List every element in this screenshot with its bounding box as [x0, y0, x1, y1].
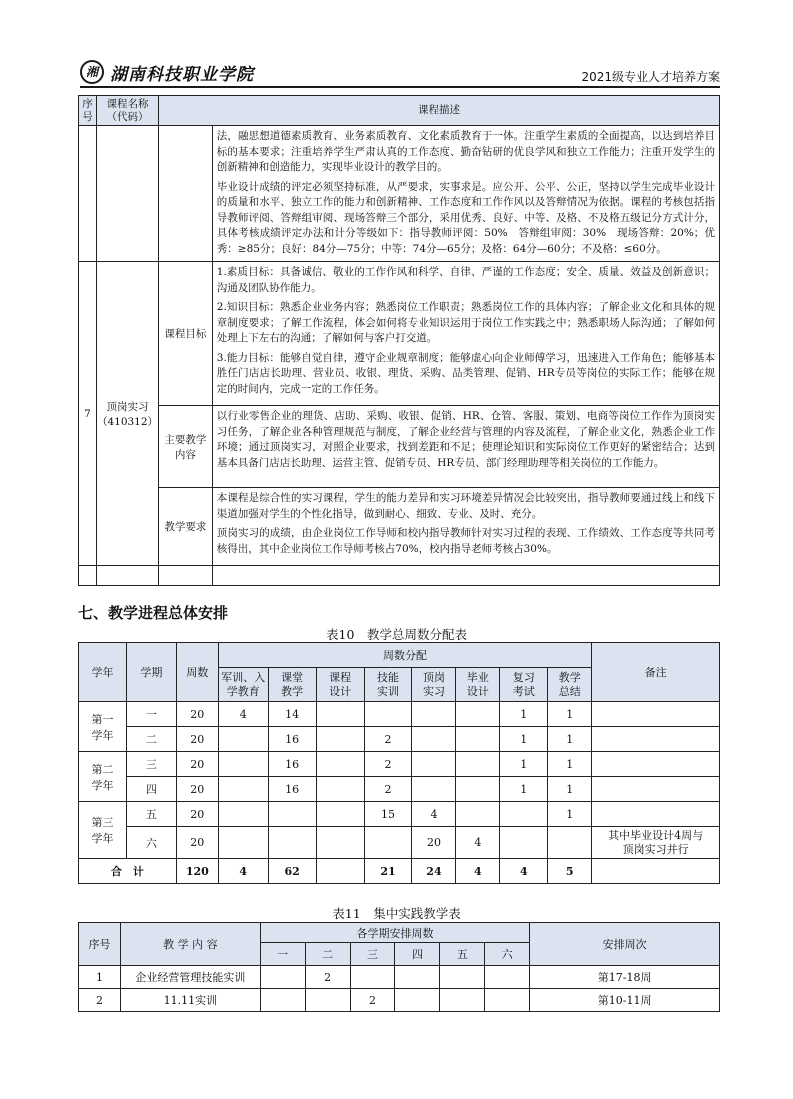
table-row	[79, 752, 720, 777]
year-header: 学年	[79, 643, 127, 702]
distribution-cell	[218, 777, 268, 802]
school-name: 湖南科技职业学院	[110, 65, 254, 85]
content-cell: 企业经营管理技能实训	[120, 966, 260, 989]
distribution-cell	[500, 802, 548, 827]
weeks-cell: 20	[176, 802, 218, 827]
table-row	[79, 727, 720, 752]
term-cell: 六	[126, 827, 176, 859]
weeks-cell: 20	[176, 702, 218, 727]
seq-header: 序号	[79, 923, 121, 966]
col-name-header: 课程名称 （代码）	[96, 96, 158, 126]
term-cell: 一	[126, 702, 176, 727]
distribution-cell: 20	[412, 827, 456, 859]
distribution-cell: 16	[268, 752, 316, 777]
distribution-cell	[218, 827, 268, 859]
note-cell	[592, 727, 720, 752]
weeks-header: 周数	[176, 643, 218, 702]
term-weeks-cell	[395, 966, 440, 989]
note-cell	[592, 752, 720, 777]
goal-description: 1.素质目标：具备诚信、敬业的工作作风和科学、自律、严谨的工作态度；安全、质量、效益及创新意识；沟通及团队协作能力。 2.知识目标：熟悉企业业务内容；熟悉岗位工作职责；熟悉岗位工作的具体内容；了解企业文化和具体的规章制度要求；了解工作流程，体会如何将专业知识运用于岗位工作实践之中；熟悉职场人际沟通；了解如何处理上下左右的沟通；了解如何与客户打交道。 3.能力目标：能够自觉自律，遵守企业规章制度；能够虚心向企业师傅学习，迅速进入工作角色；能够基本胜任门店店长助理、营业员、收银、理货、采购、品类管理、促销、HR专员等岗位的实际工作；能够在规定的时间内，完成一定的工作任务。	[212, 262, 719, 406]
subheader: 教学 总结	[548, 668, 592, 702]
subheader: 课堂 教学	[268, 668, 316, 702]
term-weeks-cell	[485, 989, 530, 1012]
table-header-row	[79, 96, 720, 126]
distribution-cell: 1	[548, 802, 592, 827]
note-header: 备注	[592, 643, 720, 702]
distribution-cell: 16	[268, 727, 316, 752]
practical-teaching-table	[78, 922, 720, 1012]
distribution-cell: 1	[548, 727, 592, 752]
total-row: 合 计 120 4 62 21 24 4 4 5	[79, 859, 720, 884]
distribution-cell: 1	[500, 727, 548, 752]
distribution-cell: 1	[500, 752, 548, 777]
distribution-cell	[456, 727, 500, 752]
table-row	[79, 126, 720, 262]
table-row	[79, 989, 720, 1012]
table-row	[79, 488, 720, 566]
term-weeks-cell	[350, 966, 395, 989]
term-header: 四	[395, 943, 440, 966]
table-row	[79, 802, 720, 827]
term-weeks-header: 各学期安排周数	[260, 923, 530, 943]
weeks-distribution-table	[78, 642, 720, 884]
table-row	[79, 262, 720, 406]
continued-description: 法，融思想道德素质教育、业务素质教育、文化素质教育于一体。注重学生素质的全面提高，以达到培养目标的基本要求；注重培养学生严肃认真的工作态度、勤奋钻研的优良学风和独立工作能力；注重开发学生的创新精神和创造能力，实现毕业设计的教学目的。 毕业设计成绩的评定必须坚持标准，从严要求，实事求是。应公开、公平、公正，坚持以学生完成毕业设计的质量和水平、独立工作的能力和创新精神、工作态度和工作作风以及答辩情况为依据。课程的考核包括指导教师评阅、答辩组审阅、现场答辩三个部分，采用优秀、良好、中等、及格、不及格五级记分方式计分，具体考核成绩评定办法和计分等级如下：指导教师评阅：50% 答辩组审阅：30% 现场答辩：20%；优秀：≥85分；良好：84分—75分；中等：74分—65分；及格：64分—60分；不及格：≤60分。	[212, 126, 719, 262]
term-weeks-cell	[440, 989, 485, 1012]
distribution-cell: 4	[456, 827, 500, 859]
note-cell	[592, 802, 720, 827]
distribution-cell: 2	[364, 777, 412, 802]
distribution-cell	[456, 802, 500, 827]
table-row	[79, 777, 720, 802]
table11-caption: 表11 集中实践教学表	[332, 906, 461, 921]
distribution-cell	[316, 702, 364, 727]
distribution-cell	[412, 777, 456, 802]
schedule-cell: 第17-18周	[530, 966, 720, 989]
distribution-cell	[316, 777, 364, 802]
term-header: 学期	[126, 643, 176, 702]
term-header: 二	[305, 943, 350, 966]
term-weeks-cell	[485, 966, 530, 989]
distribution-cell	[218, 752, 268, 777]
distribution-cell	[218, 727, 268, 752]
term-cell: 二	[126, 727, 176, 752]
distribution-cell	[316, 752, 364, 777]
table-row	[79, 966, 720, 989]
distribution-cell	[412, 752, 456, 777]
distribution-cell: 1	[548, 702, 592, 727]
content-header: 教 学 内 容	[120, 923, 260, 966]
term-cell: 三	[126, 752, 176, 777]
distribution-cell: 1	[548, 777, 592, 802]
table-row	[79, 702, 720, 727]
distribution-cell: 4	[412, 802, 456, 827]
distribution-cell	[268, 802, 316, 827]
weeks-cell: 20	[176, 752, 218, 777]
distribution-cell: 14	[268, 702, 316, 727]
distribution-cell: 1	[548, 752, 592, 777]
content-description: 以行业零售企业的理货、店助、采购、收银、促销、HR、仓管、客服、策划、电商等岗位工作作为顶岗实习任务，了解企业各种管理规范与制度，了解企业经营与管理的内容及流程，了解企业文化，熟悉企业工作环境；通过顶岗实习，对照企业要求，找到差距和不足；使理论知识和实际岗位工作更好的紧密结合；达到基本具备门店店长助理、运营主管、促销专员、HR专员、部门经理助理等相关岗位的工作能力。	[212, 406, 719, 488]
distribution-cell	[456, 702, 500, 727]
term-cell: 五	[126, 802, 176, 827]
table-row	[79, 406, 720, 488]
distribution-cell	[456, 752, 500, 777]
content-label: 主要教学 内容	[159, 406, 213, 488]
distribution-cell: 2	[364, 727, 412, 752]
weeks-cell: 20	[176, 827, 218, 859]
subheader: 毕业 设计	[456, 668, 500, 702]
distribution-cell	[268, 827, 316, 859]
distribution-cell: 2	[364, 752, 412, 777]
term-header: 六	[485, 943, 530, 966]
distribution-cell	[218, 802, 268, 827]
total-label: 合 计	[79, 859, 177, 884]
distribution-cell	[548, 827, 592, 859]
seq-cell: 1	[79, 966, 121, 989]
distribution-cell: 4	[218, 702, 268, 727]
goal-label: 课程目标	[159, 262, 213, 406]
distribution-cell	[456, 777, 500, 802]
weeks-cell: 20	[176, 777, 218, 802]
distribution-cell	[316, 827, 364, 859]
distribution-cell	[412, 727, 456, 752]
term-weeks-cell	[260, 966, 305, 989]
distribution-cell	[364, 702, 412, 727]
subheader: 技能 实训	[364, 668, 412, 702]
distribution-cell	[316, 727, 364, 752]
schedule-cell: 第10-11周	[530, 989, 720, 1012]
col-desc-header: 课程描述	[159, 96, 720, 126]
note-cell	[592, 777, 720, 802]
course-description-table	[78, 95, 720, 586]
seq-cell: 2	[79, 989, 121, 1012]
distribution-cell	[316, 802, 364, 827]
note-cell	[592, 702, 720, 727]
term-header: 一	[260, 943, 305, 966]
term-header: 三	[350, 943, 395, 966]
subheader: 课程 设计	[316, 668, 364, 702]
distribution-header: 周数分配	[218, 643, 591, 668]
course-seq: 7	[79, 262, 97, 566]
weeks-cell: 20	[176, 727, 218, 752]
requirement-description: 本课程是综合性的实习课程，学生的能力差异和实习环境差异情况会比较突出，指导教师要通过线上和线下渠道加强对学生的个性化指导，做到耐心、细致、专业、及时、充分。 顶岗实习的成绩，由企业岗位工作导师和校内指导教师针对实习过程的表现、工作绩效、工作态度等共同考核得出，其中企业岗位工作导师考核占70%，校内指导老师考核占30%。	[212, 488, 719, 566]
year-cell: 第一 学年	[79, 702, 127, 752]
term-weeks-cell	[395, 989, 440, 1012]
col-seq-header: 序 号	[79, 96, 97, 126]
note-cell: 其中毕业设计4周与 顶岗实习并行	[592, 827, 720, 859]
term-weeks-cell	[440, 966, 485, 989]
content-cell: 11.11实训	[120, 989, 260, 1012]
term-weeks-cell	[305, 989, 350, 1012]
table-row	[79, 827, 720, 859]
term-cell: 四	[126, 777, 176, 802]
year-cell: 第二 学年	[79, 752, 127, 802]
distribution-cell	[500, 827, 548, 859]
course-name: 顶岗实习 （410312）	[96, 262, 158, 566]
distribution-cell: 16	[268, 777, 316, 802]
subheader: 顶岗 实习	[412, 668, 456, 702]
section-title: 七、教学进程总体安排	[78, 604, 229, 622]
term-weeks-cell: 2	[305, 966, 350, 989]
term-weeks-cell	[260, 989, 305, 1012]
schedule-header: 安排周次	[530, 923, 720, 966]
distribution-cell: 15	[364, 802, 412, 827]
subheader: 复习 考试	[500, 668, 548, 702]
requirement-label: 教学要求	[159, 488, 213, 566]
distribution-cell	[412, 702, 456, 727]
distribution-cell	[364, 827, 412, 859]
term-weeks-cell: 2	[350, 989, 395, 1012]
document-title: 2021级专业人才培养方案	[581, 70, 720, 84]
page-header	[80, 60, 720, 88]
distribution-cell: 1	[500, 777, 548, 802]
subheader: 军训、入 学教育	[218, 668, 268, 702]
year-cell: 第三 学年	[79, 802, 127, 859]
table10-caption: 表10 教学总周数分配表	[326, 627, 467, 642]
distribution-cell: 1	[500, 702, 548, 727]
term-header: 五	[440, 943, 485, 966]
school-logo-icon: 湘	[80, 60, 104, 84]
